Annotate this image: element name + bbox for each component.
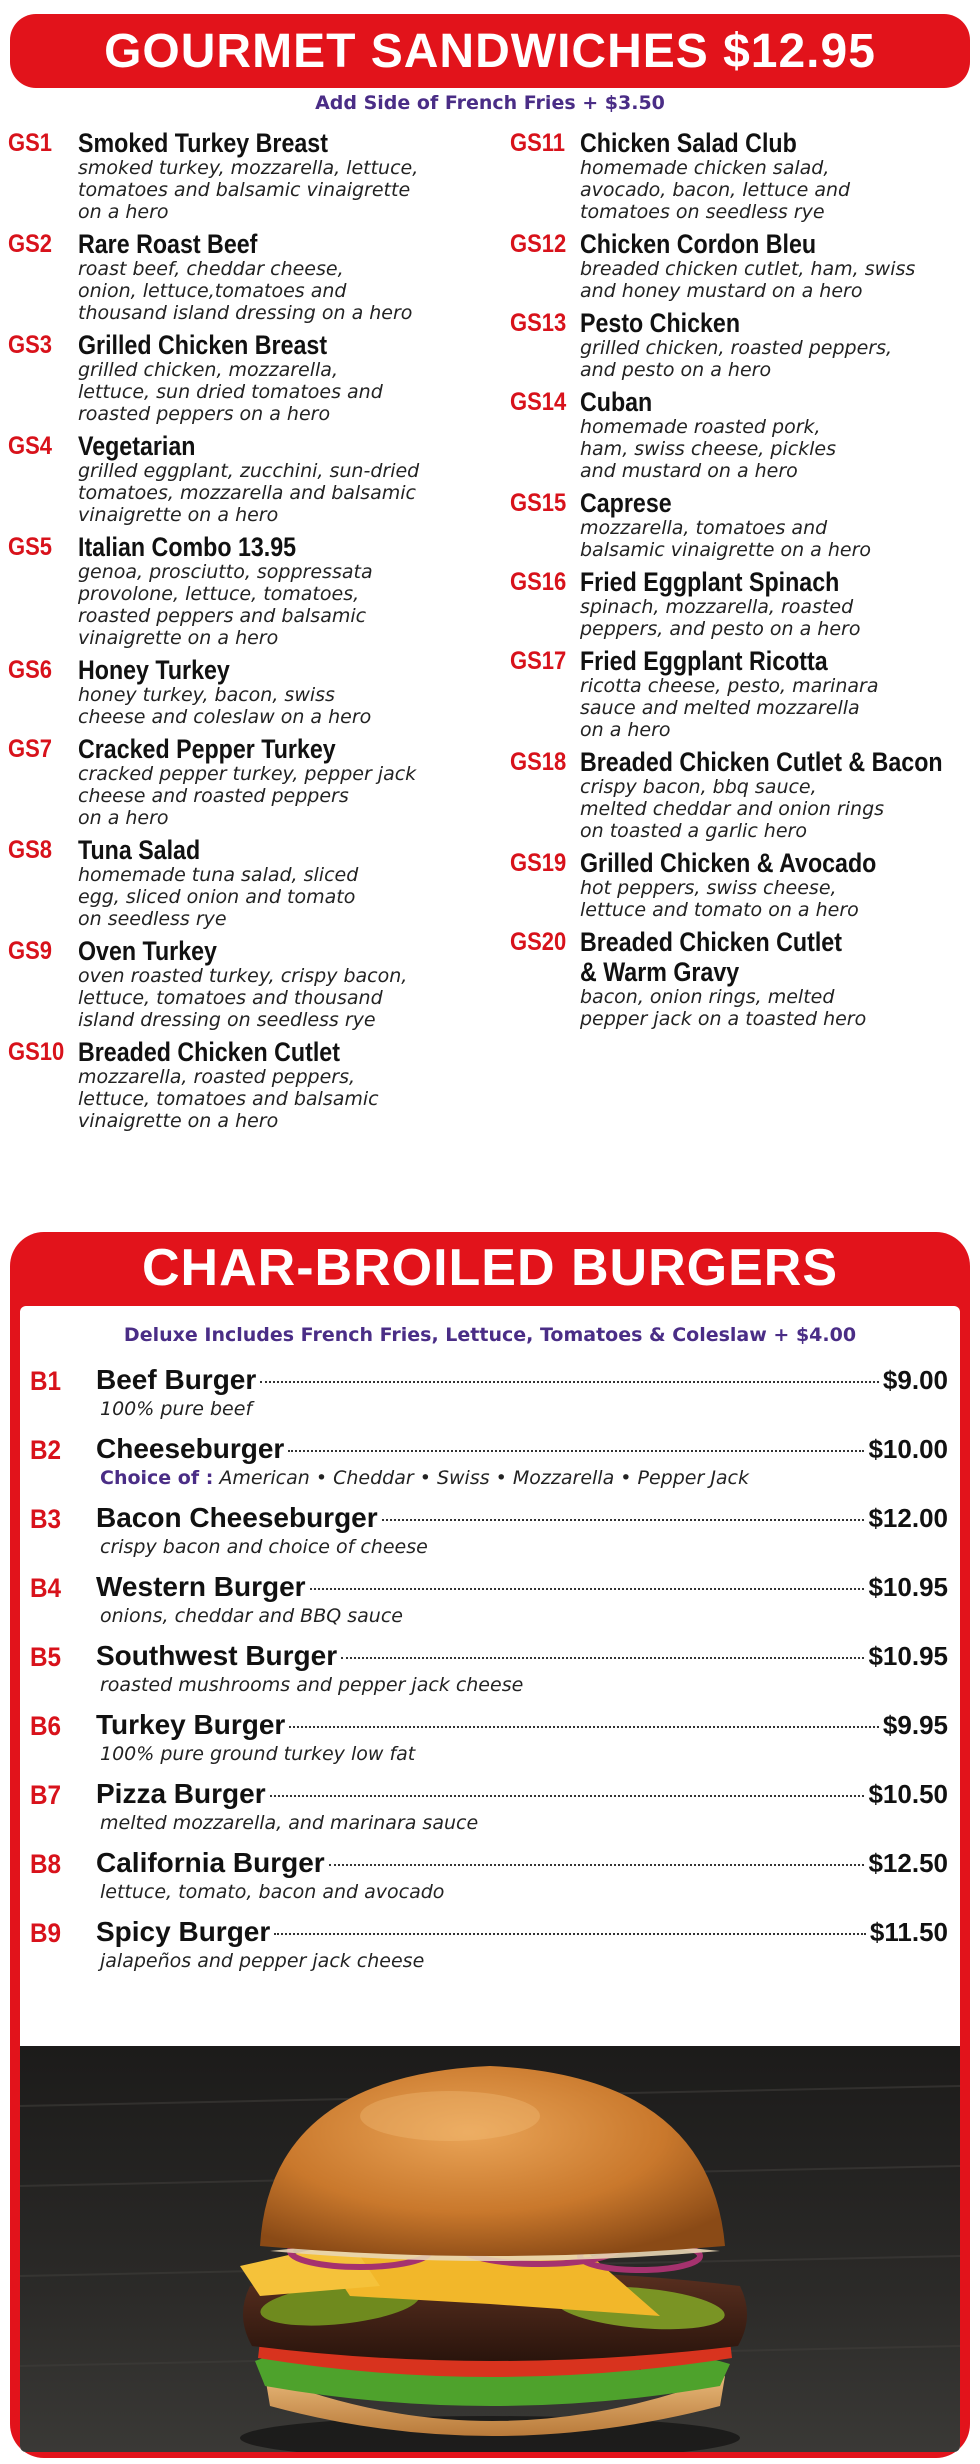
list-item: [20, 1845, 960, 1914]
item-description: jalapeños and pepper jack cheese: [100, 1950, 425, 1972]
item-price: $10.00: [868, 1434, 948, 1464]
item-code: GS20: [510, 928, 567, 956]
item-name: Cheeseburger: [96, 1433, 285, 1464]
item-description: mozzarella, tomatoes and balsamic vinaigrette on a hero: [580, 517, 872, 561]
item-code: GS17: [510, 647, 567, 675]
menu-item: [8, 330, 488, 425]
menu-item: [510, 229, 972, 302]
item-code: GS14: [510, 388, 567, 416]
item-name: Breaded Chicken Cutlet: [78, 1037, 340, 1067]
menu-item: [510, 927, 972, 1030]
item-description: melted mozzarella, and marinara sauce: [100, 1812, 479, 1834]
item-code: B4: [30, 1573, 62, 1603]
item-description: 100% pure beef: [100, 1398, 253, 1420]
item-price: $10.50: [868, 1779, 948, 1809]
choice-label: Choice of :: [100, 1467, 214, 1489]
menu-item: [510, 488, 972, 561]
item-code: GS19: [510, 849, 567, 877]
item-code: GS16: [510, 568, 567, 596]
item-name: Southwest Burger: [96, 1640, 338, 1671]
item-description: crispy bacon, bbq sauce, melted cheddar and onion rings on toasted a garlic hero: [580, 776, 885, 842]
item-description: smoked turkey, mozzarella, lettuce, tomatoes and balsamic vinaigrette on a hero: [78, 157, 419, 223]
item-name: Spicy Burger: [96, 1916, 271, 1947]
dot-leader: [274, 1933, 866, 1935]
menu-item: [510, 308, 972, 381]
item-name: Pesto Chicken: [580, 308, 741, 338]
menu-item: [8, 229, 488, 324]
item-name: Honey Turkey: [78, 655, 230, 685]
item-code: GS10: [8, 1038, 65, 1066]
menu-item: [8, 734, 488, 829]
item-price: $9.00: [882, 1365, 948, 1395]
item-code: B7: [30, 1780, 62, 1810]
item-name: Fried Eggplant Ricotta: [580, 646, 828, 676]
item-description: homemade chicken salad, avocado, bacon, lettuce and tomatoes on seedless rye: [580, 157, 851, 223]
list-item: [20, 1500, 960, 1569]
item-description: ricotta cheese, pesto, marinara sauce and melted mozzarella on a hero: [580, 675, 879, 741]
item-name: Pizza Burger: [96, 1778, 266, 1809]
menu-item: [8, 1037, 488, 1132]
dot-leader: [260, 1381, 879, 1383]
item-description: onions, cheddar and BBQ sauce: [100, 1605, 403, 1627]
gourmet-sandwiches-header: [10, 14, 970, 88]
burger-photo: [20, 2046, 960, 2452]
dot-leader: [289, 1726, 879, 1728]
item-code: GS3: [8, 331, 53, 359]
item-code: GS15: [510, 489, 567, 517]
item-name: Chicken Salad Club: [580, 128, 797, 158]
item-description: breaded chicken cutlet, ham, swiss and honey mustard on a hero: [580, 258, 916, 302]
menu-item: [8, 532, 488, 649]
item-code: GS12: [510, 230, 567, 258]
item-name: Breaded Chicken Cutlet & Bacon: [580, 747, 943, 777]
item-price: $11.50: [869, 1917, 948, 1947]
gourmet-subtitle: Add Side of French Fries + $3.50: [315, 92, 665, 114]
item-price: $10.95: [868, 1572, 948, 1602]
item-name: Bacon Cheeseburger: [96, 1502, 378, 1533]
burgers-section: [10, 1232, 970, 2458]
burgers-subtitle: Deluxe Includes French Fries, Lettuce, Tomatoes & Coleslaw + $4.00: [123, 1324, 857, 1346]
menu-item: [8, 655, 488, 728]
menu-item: [510, 128, 972, 223]
menu-item: [8, 936, 488, 1031]
item-description: lettuce, tomato, bacon and avocado: [100, 1881, 445, 1903]
list-item: [20, 1362, 960, 1431]
item-name: Chicken Cordon Bleu: [580, 229, 817, 259]
item-name: Vegetarian: [78, 431, 196, 461]
list-item: [20, 1431, 960, 1500]
item-description: homemade tuna salad, sliced egg, sliced onion and tomato on seedless rye: [78, 864, 359, 930]
menu-item: [510, 567, 972, 640]
cheese-choice: [100, 1467, 749, 1489]
item-description: cracked pepper turkey, pepper jack cheese and roasted peppers on a hero: [78, 763, 417, 829]
dot-leader: [341, 1657, 864, 1659]
item-name: California Burger: [96, 1847, 325, 1878]
list-item: [20, 1776, 960, 1845]
dot-leader: [382, 1519, 865, 1521]
item-code: B6: [30, 1711, 62, 1741]
item-name: Caprese: [580, 488, 672, 518]
item-code: GS5: [8, 533, 53, 561]
item-description: genoa, prosciutto, soppressata provolone, lettuce, tomatoes, roasted peppers and balsamic vinaigrette on a hero: [78, 561, 373, 649]
list-item: [20, 1914, 960, 1983]
item-name: Fried Eggplant Spinach: [580, 567, 840, 597]
item-code: GS7: [8, 735, 53, 763]
item-code: GS18: [510, 748, 567, 776]
menu-item: [510, 387, 972, 482]
menu-item: [8, 835, 488, 930]
menu-item: [510, 848, 972, 921]
burgers-title: CHAR-BROILED BURGERS: [142, 1239, 838, 1297]
menu-item: [8, 431, 488, 526]
gourmet-title: GOURMET SANDWICHES $12.95: [104, 24, 876, 78]
item-description: grilled chicken, mozzarella, lettuce, sun dried tomatoes and roasted peppers on a hero: [78, 359, 383, 425]
item-name: Western Burger: [96, 1571, 306, 1602]
item-price: $12.50: [868, 1848, 948, 1878]
item-description: honey turkey, bacon, swiss cheese and coleslaw on a hero: [78, 684, 372, 728]
item-code: GS4: [8, 432, 53, 460]
item-name: Breaded Chicken Cutlet: [580, 927, 842, 957]
item-name: Tuna Salad: [78, 835, 201, 865]
item-name: Rare Roast Beef: [78, 229, 258, 259]
item-code: B1: [30, 1366, 62, 1396]
item-description: roast beef, cheddar cheese, onion, lettuce,tomatoes and thousand island dressing on a hero: [78, 258, 413, 324]
item-name: Beef Burger: [96, 1364, 257, 1395]
item-price: $12.00: [868, 1503, 948, 1533]
item-code: GS11: [510, 129, 566, 157]
item-name: Grilled Chicken & Avocado: [580, 848, 877, 878]
item-price: $9.95: [882, 1710, 948, 1740]
menu-item: [8, 128, 488, 223]
item-name-line-2: & Warm Gravy: [580, 957, 740, 987]
list-item: [20, 1569, 960, 1638]
item-description: mozzarella, roasted peppers, lettuce, tomatoes and balsamic vinaigrette on a hero: [78, 1066, 379, 1132]
item-code: GS13: [510, 309, 567, 337]
item-name: Grilled Chicken Breast: [78, 330, 328, 360]
item-name: Oven Turkey: [78, 936, 217, 966]
burger-list: [20, 1362, 960, 1983]
item-description: crispy bacon and choice of cheese: [100, 1536, 428, 1558]
item-code: B9: [30, 1918, 62, 1948]
item-code: B3: [30, 1504, 62, 1534]
item-code: GS9: [8, 937, 53, 965]
item-description: grilled eggplant, zucchini, sun-dried tomatoes, mozzarella and balsamic vinaigrette on a hero: [78, 460, 420, 526]
item-description: 100% pure ground turkey low fat: [100, 1743, 416, 1765]
gourmet-left-column: [8, 128, 488, 1138]
item-name: Turkey Burger: [96, 1709, 286, 1740]
item-code: GS2: [8, 230, 53, 258]
dot-leader: [329, 1864, 865, 1866]
dot-leader: [270, 1795, 865, 1797]
dot-leader: [288, 1450, 864, 1452]
item-description: bacon, onion rings, melted pepper jack on a toasted hero: [580, 986, 867, 1030]
menu-item: [510, 646, 972, 741]
item-name: Cracked Pepper Turkey: [78, 734, 336, 764]
burgers-panel: [20, 1306, 960, 2452]
item-code: GS1: [8, 129, 53, 157]
item-price: $10.95: [868, 1641, 948, 1671]
item-code: B2: [30, 1435, 62, 1465]
item-code: GS8: [8, 836, 53, 864]
list-item: [20, 1638, 960, 1707]
item-description: oven roasted turkey, crispy bacon, lettuce, tomatoes and thousand island dressing on seedless rye: [78, 965, 408, 1031]
item-name: Cuban: [580, 387, 653, 417]
item-description: grilled chicken, roasted peppers, and pesto on a hero: [580, 337, 893, 381]
item-description: homemade roasted pork, ham, swiss cheese, pickles and mustard on a hero: [580, 416, 837, 482]
item-description: hot peppers, swiss cheese, lettuce and tomato on a hero: [580, 877, 859, 921]
menu-item: [510, 747, 972, 842]
choice-options: American • Cheddar • Swiss • Mozzarella • Pepper Jack: [213, 1467, 750, 1489]
dot-leader: [310, 1588, 865, 1590]
item-code: B5: [30, 1642, 62, 1672]
gourmet-right-column: [510, 128, 972, 1036]
item-description: spinach, mozzarella, roasted peppers, and pesto on a hero: [580, 596, 861, 640]
item-code: GS6: [8, 656, 53, 684]
item-code: B8: [30, 1849, 62, 1879]
item-name: Smoked Turkey Breast: [78, 128, 328, 158]
item-description: roasted mushrooms and pepper jack cheese: [100, 1674, 524, 1696]
list-item: [20, 1707, 960, 1776]
item-name: Italian Combo 13.95: [78, 532, 297, 562]
